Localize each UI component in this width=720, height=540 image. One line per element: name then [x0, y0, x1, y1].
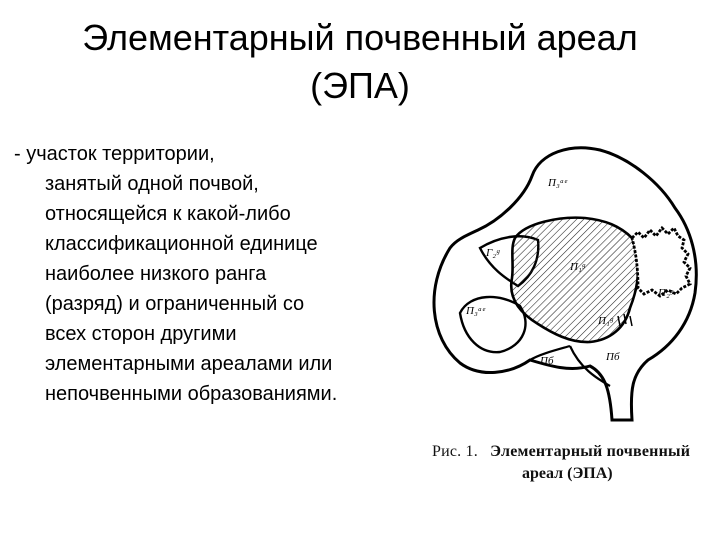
label-p2: П₂ᵍ: [658, 287, 673, 299]
caption-line-1: Элементарный почвенный: [490, 443, 691, 460]
label-p3-top: П₃ᵃᵉ: [548, 177, 568, 189]
title-line-2: (ЭПА): [310, 65, 410, 106]
definition-line: наиболее низкого ранга: [45, 263, 267, 285]
label-pb-left: Пб: [540, 355, 554, 367]
definition-line: всех сторон другими: [45, 323, 237, 345]
definition-text: [14, 139, 414, 409]
label-p3-left: П₃ᵃᵉ: [466, 305, 486, 317]
caption-line-2: ареал (ЭПА): [522, 465, 613, 482]
label-p1: П₁ᵍ: [570, 261, 585, 273]
soil-area-figure: [420, 128, 710, 428]
title-line-1: Элементарный почвенный ареал: [82, 17, 638, 58]
label-p1-small: П₁ᵍ: [598, 315, 613, 327]
definition-line: относящейся к какой-либо: [45, 203, 291, 225]
label-g2: Г₂ᵍ: [486, 247, 500, 259]
label-pb-right: Пб: [606, 351, 620, 363]
caption-prefix: Рис. 1.: [432, 443, 478, 460]
definition-line: (разряд) и ограниченный со: [45, 293, 305, 315]
slide-title: [20, 14, 700, 110]
definition-line: непочвенными образованиями.: [45, 383, 338, 405]
definition-line: - участок территории,: [14, 143, 215, 165]
definition-line: классификационной единице: [45, 233, 318, 255]
definition-line: занятый одной почвой,: [45, 173, 259, 195]
figure-caption: [432, 441, 712, 485]
jagged-area: [632, 228, 690, 296]
definition-line: элементарными ареалами или: [45, 353, 333, 375]
